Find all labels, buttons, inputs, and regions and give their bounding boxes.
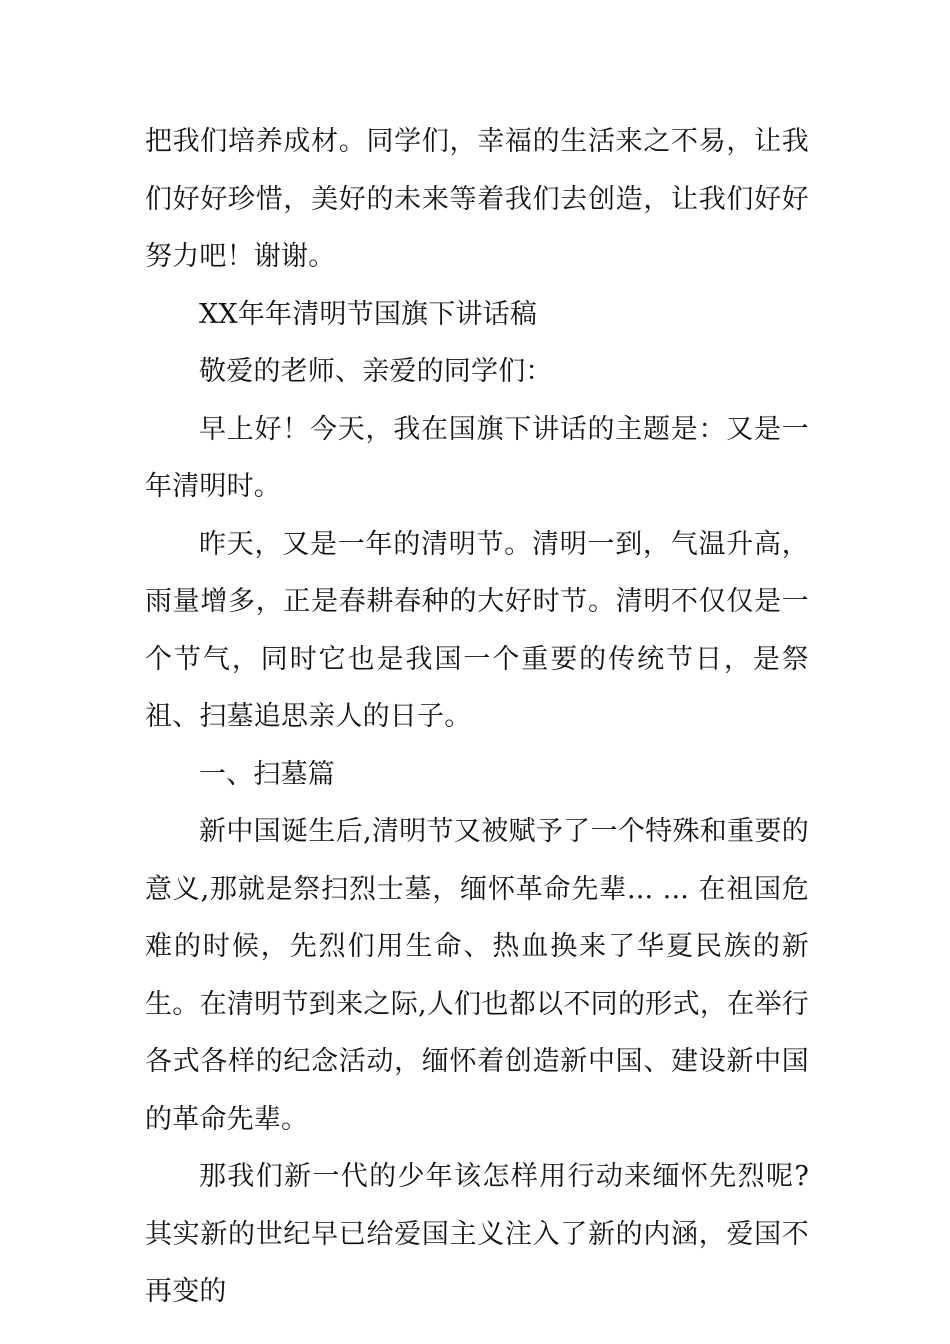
document-body — [145, 113, 809, 1321]
section-heading-tomb-sweeping: 一、扫墓篇 — [199, 758, 335, 790]
paragraph-martyrs: 新中国诞生后,清明节又被赋予了一个特殊和重要的意义,那就是祭扫烈士墓，缅怀革命先辈... ... 在祖国危难的时候，先烈们用生命、热血换来了华夏民族的新生。在清明节到来之际,人们也都以不同的形式，在举行各式各样的纪念活动，缅怀着创造新中国、建设新中国的革命先辈。 — [145, 816, 809, 1135]
speech-title: XX年年清明节国旗下讲话稿 — [199, 298, 538, 330]
paragraph-new-generation: 那我们新一代的少年该怎样用行动来缅怀先烈呢?其实新的世纪早已给爱国主义注入了新的内涵，爱国不再变的 — [145, 1161, 809, 1307]
paragraph-greeting: 早上好！今天，我在国旗下讲话的主题是：又是一年清明时。 — [145, 413, 809, 502]
salutation: 敬爱的老师、亲爱的同学们： — [199, 356, 553, 387]
paragraph-qingming-intro: 昨天，又是一年的清明节。清明一到，气温升高，雨量增多，正是春耕春种的大好时节。清明不仅仅是一个节气，同时它也是我国一个重要的传统节日，是祭祖、扫墓追思亲人的日子。 — [145, 528, 809, 732]
paragraph-closing: 把我们培养成材。同学们，幸福的生活来之不易，让我们好好珍惜，美好的未来等着我们去创造，让我们好好努力吧！谢谢。 — [145, 126, 809, 272]
